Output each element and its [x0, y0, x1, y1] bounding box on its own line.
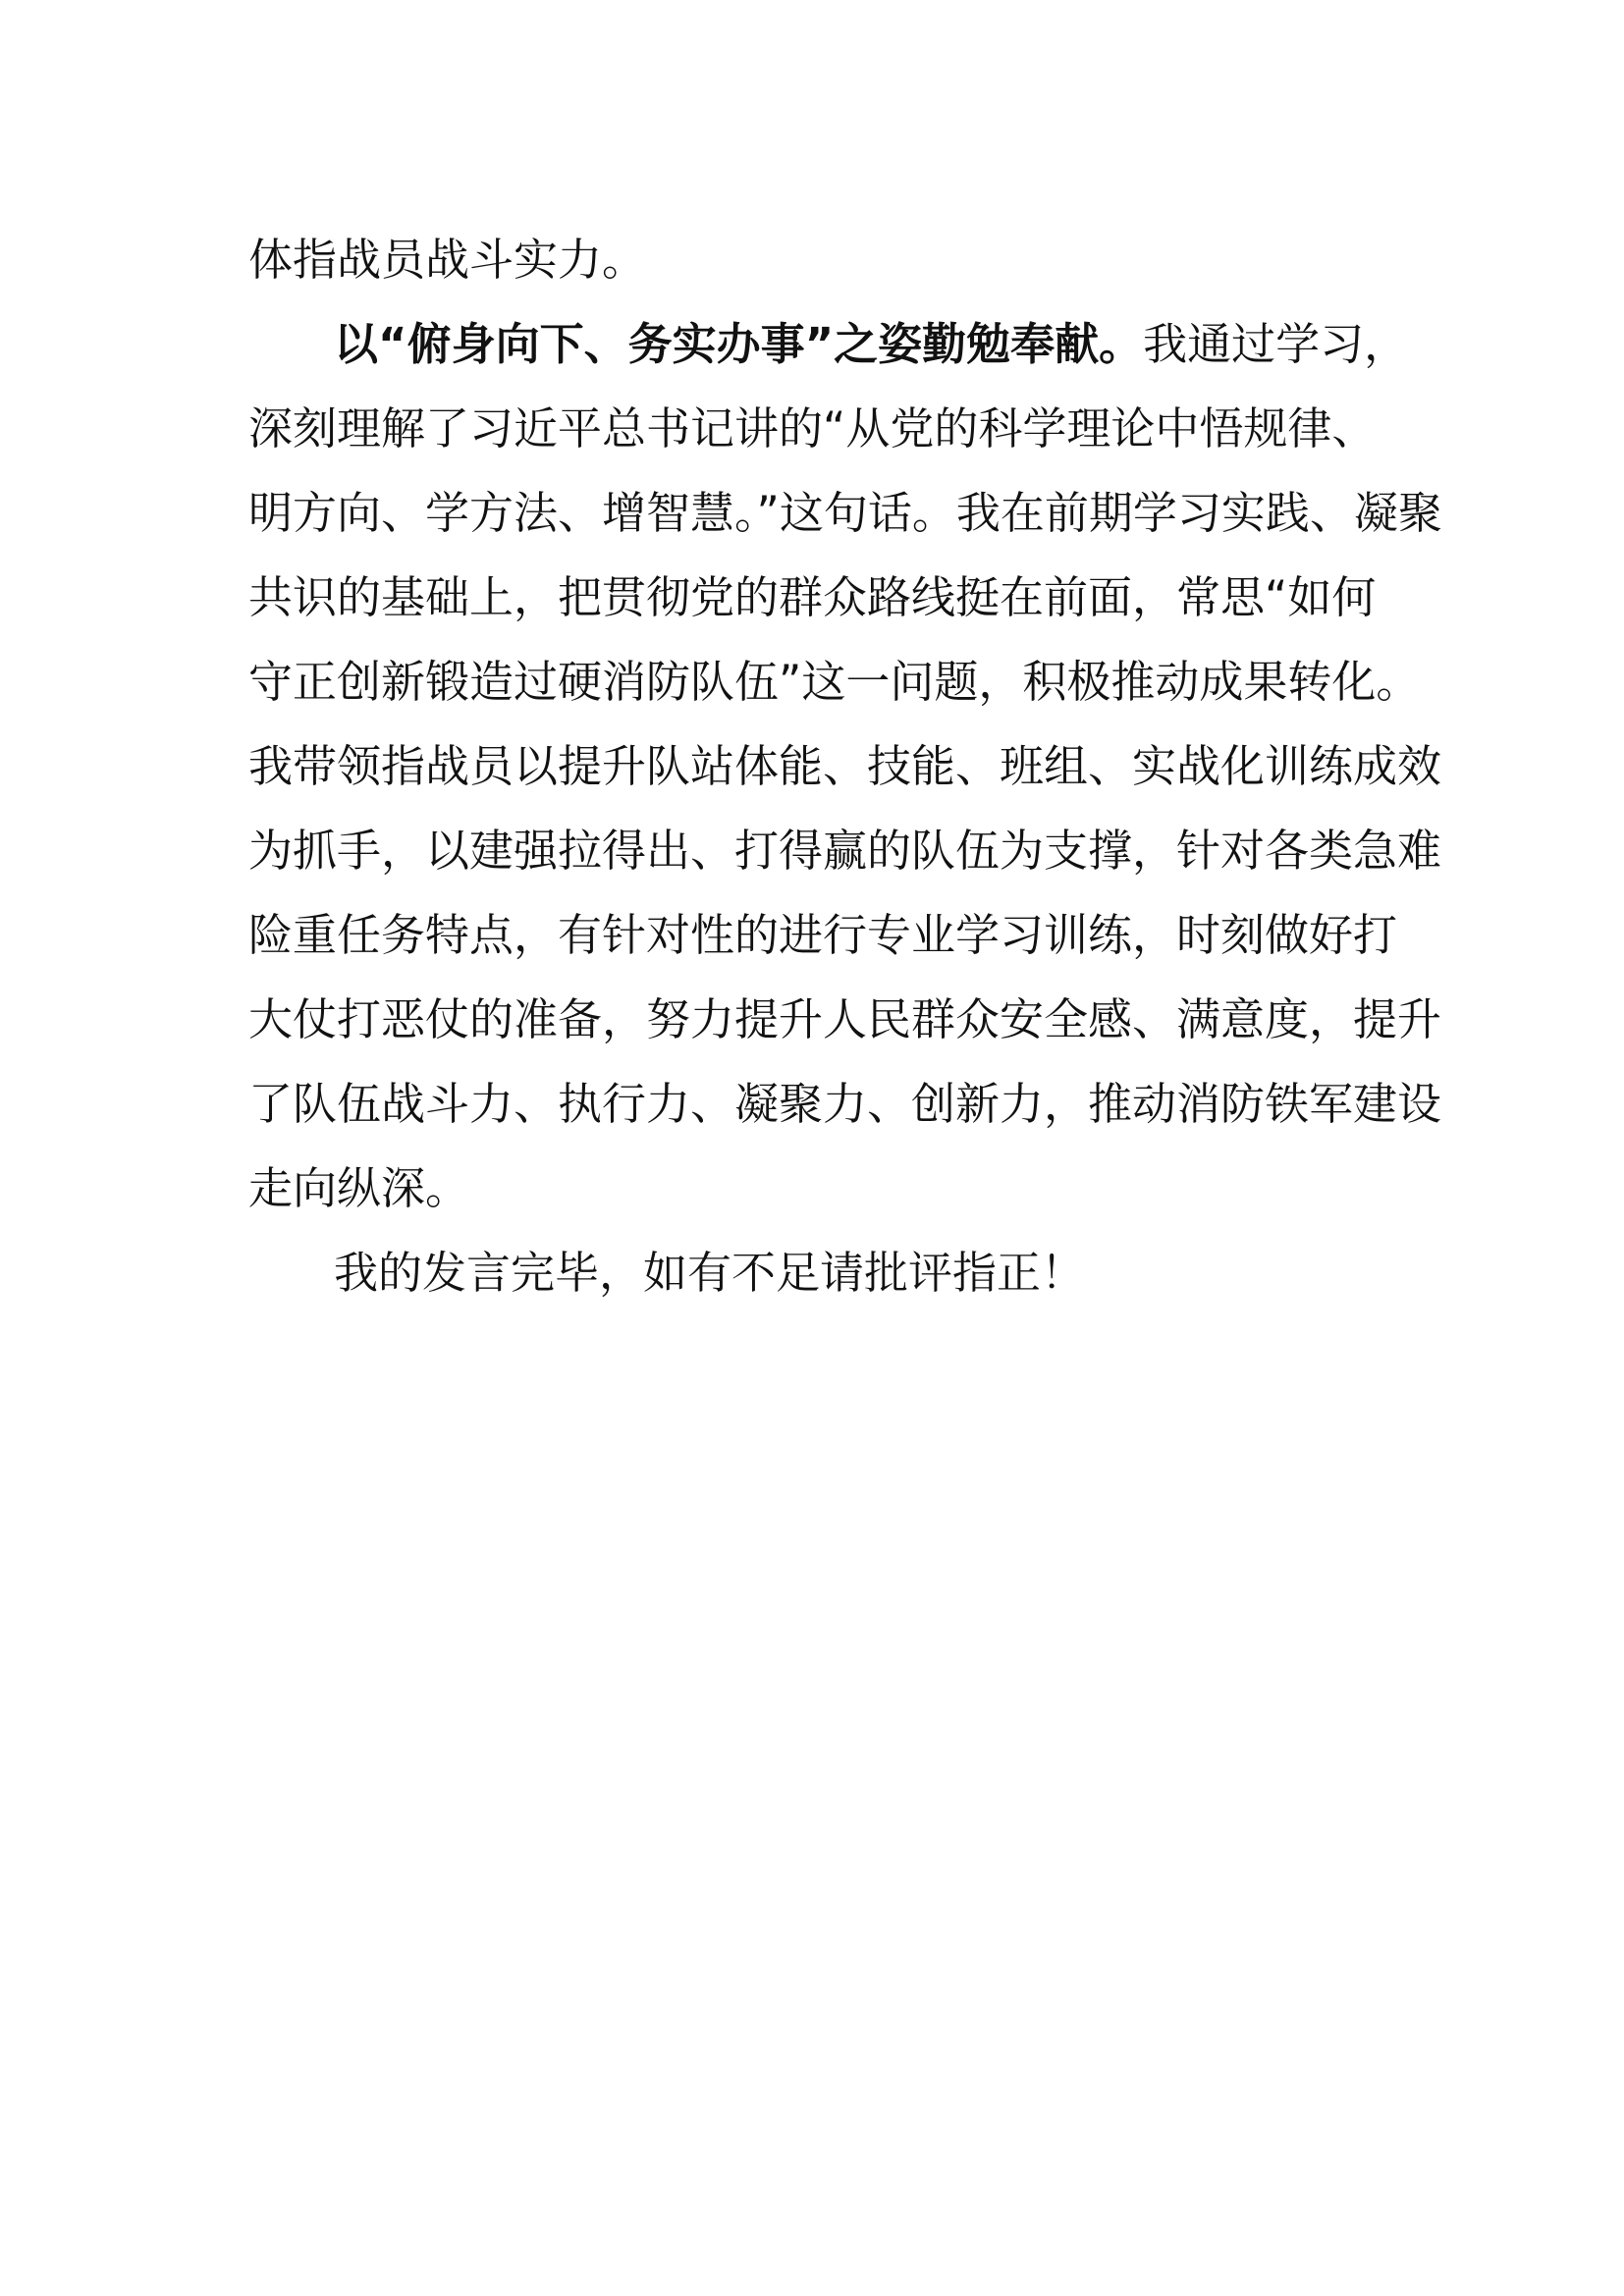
paragraph-line-6: 守正创新锻造过硬消防队伍”这一问题，积极推动成果转化。	[248, 656, 1421, 708]
paragraph-line-1: 体指战员战斗实力。	[248, 234, 647, 286]
paragraph-line-9: 险重任务特点，有针对性的进行专业学习训练，时刻做好打	[248, 909, 1398, 961]
paragraph-line-4: 明方向、学方法、增智慧。”这句话。我在前期学习实践、凝聚	[248, 487, 1442, 539]
paragraph-line-8: 为抓手，以建强拉得出、打得赢的队伍为支撑，针对各类急难	[248, 825, 1442, 877]
paragraph-line-10: 大仗打恶仗的准备，努力提升人民群众安全感、满意度，提升	[248, 993, 1442, 1045]
paragraph-line-11: 了队伍战斗力、执行力、凝聚力、创新力，推动消防铁军建设	[248, 1078, 1442, 1130]
section-heading: 以“俯身向下、务实办事”之姿勤勉奉献。	[334, 318, 1144, 370]
paragraph-line-3: 深刻理解了习近平总书记讲的“从党的科学理论中悟规律、	[248, 402, 1377, 454]
paragraph-line-7: 我带领指战员以提升队站体能、技能、班组、实战化训练成效	[248, 740, 1442, 792]
section-heading-continuation: 我通过学习，	[1143, 318, 1409, 370]
closing-remark: 我的发言完毕，如有不足请批评指正！	[334, 1247, 1086, 1299]
section-heading-line	[334, 317, 1408, 372]
paragraph-line-5: 共识的基础上，把贯彻党的群众路线挺在前面，常思“如何	[248, 571, 1377, 623]
paragraph-line-12: 走向纵深。	[248, 1162, 470, 1214]
